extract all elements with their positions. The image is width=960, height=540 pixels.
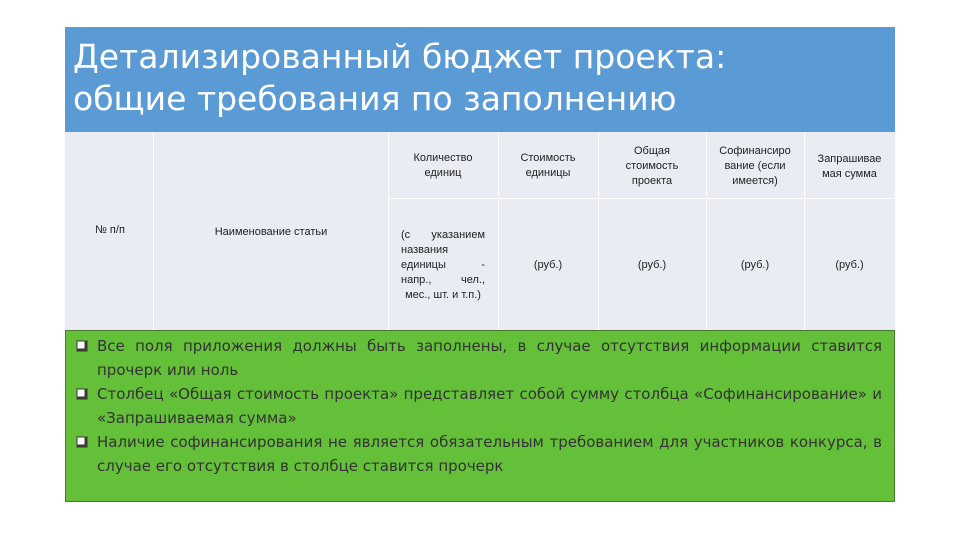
slide-title-bar <box>65 27 895 132</box>
table-divider <box>598 132 599 330</box>
table-divider <box>153 132 154 330</box>
col-cofinancing-unit: (руб.) <box>740 258 770 271</box>
requirements-notes <box>65 330 895 502</box>
col-requested-unit: (руб.) <box>835 258 864 271</box>
col-qty-header: Количество единиц <box>413 152 473 179</box>
note-item-2: Столбец «Общая стоимость проекта» представляет собой сумму столбца «Софинансирование» и «Запрашиваемая сумма» <box>76 382 882 430</box>
checkbox-bullet-icon <box>76 388 88 400</box>
col-price-header: Стоимость единицы <box>520 152 576 179</box>
table-divider <box>388 198 895 199</box>
table-divider <box>498 132 499 330</box>
slide-title-line-2: общие требования по заполнению <box>73 79 677 118</box>
col-requested-header: Запрашивае мая сумма <box>817 153 882 180</box>
col-qty-unit: (с указанием названия единицы - напр., чел., мес., шт. и т.п.) <box>401 228 485 301</box>
col-name-header: Наименование статьи <box>214 225 328 238</box>
note-item-3: Наличие софинансирования не является обязательным требованием для участников конкурса, в случае его отсутствия в столбце ставится прочерк <box>76 430 882 478</box>
col-total-header: Общая стоимость проекта <box>625 144 679 187</box>
slide-title-line-1: Детализированный бюджет проекта: <box>73 37 727 76</box>
col-total-unit: (руб.) <box>637 258 667 271</box>
checkbox-bullet-icon <box>76 340 88 352</box>
table-divider <box>388 132 389 330</box>
col-price-unit: (руб.) <box>533 258 563 271</box>
checkbox-bullet-icon <box>76 436 88 448</box>
table-divider <box>804 132 805 330</box>
col-cofinancing-header: Софинансиро вание (если имеется) <box>719 144 791 187</box>
col-number-header: № п/п <box>95 223 125 236</box>
table-divider <box>706 132 707 330</box>
note-item-1: Все поля приложения должны быть заполнены, в случае отсутствия информации ставится прочерк или ноль <box>76 334 882 382</box>
